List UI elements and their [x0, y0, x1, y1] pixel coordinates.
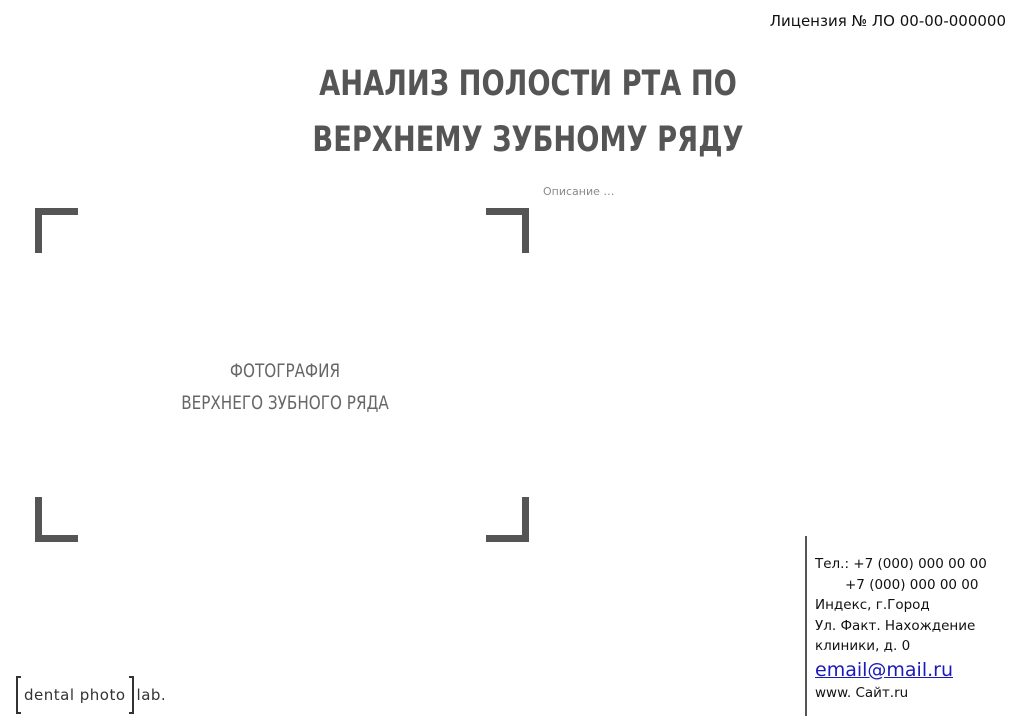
address-building: клиники, д. 0	[815, 638, 911, 654]
address-index-city: Индекс, г.Город	[815, 597, 930, 613]
logo-bracket-left-icon	[16, 676, 21, 714]
logo-text-part-1: dental photo	[24, 686, 126, 704]
photo-placeholder[interactable]	[165, 355, 405, 419]
photo-frame-corner-bottom-right	[486, 497, 529, 542]
phone-secondary: +7 (000) 000 00 00	[845, 576, 979, 593]
description-text[interactable]: Описание …	[543, 185, 615, 198]
address-street: Ул. Факт. Нахождение	[815, 617, 976, 634]
contacts-divider	[805, 536, 807, 716]
website-text: www. Сайт.ru	[815, 684, 909, 701]
page-title	[116, 56, 940, 168]
photo-frame-corner-bottom-left	[35, 497, 78, 542]
dental-photo-lab-logo	[16, 676, 166, 714]
contacts-block	[815, 554, 987, 703]
page-title-line-1: АНАЛИЗ ПОЛОСТИ РТА ПО	[319, 64, 737, 104]
photo-placeholder-line-1: ФОТОГРАФИЯ	[229, 360, 341, 382]
logo-bracket-right-icon	[129, 676, 134, 714]
page-title-line-2: ВЕРХНЕМУ ЗУБНОМУ РЯДУ	[312, 120, 744, 160]
photo-frame-corner-top-right	[486, 208, 529, 253]
photo-frame-corner-top-left	[35, 208, 78, 253]
photo-placeholder-line-2: ВЕРХНЕГО ЗУБНОГО РЯДА	[181, 392, 389, 414]
logo-text-part-2: lab.	[136, 686, 167, 704]
license-number: Лицензия № ЛО 00-00-000000	[769, 12, 1006, 30]
email-link[interactable]: email@mail.ru	[815, 658, 954, 681]
phone-primary: Тел.: +7 (000) 000 00 00	[815, 556, 987, 572]
